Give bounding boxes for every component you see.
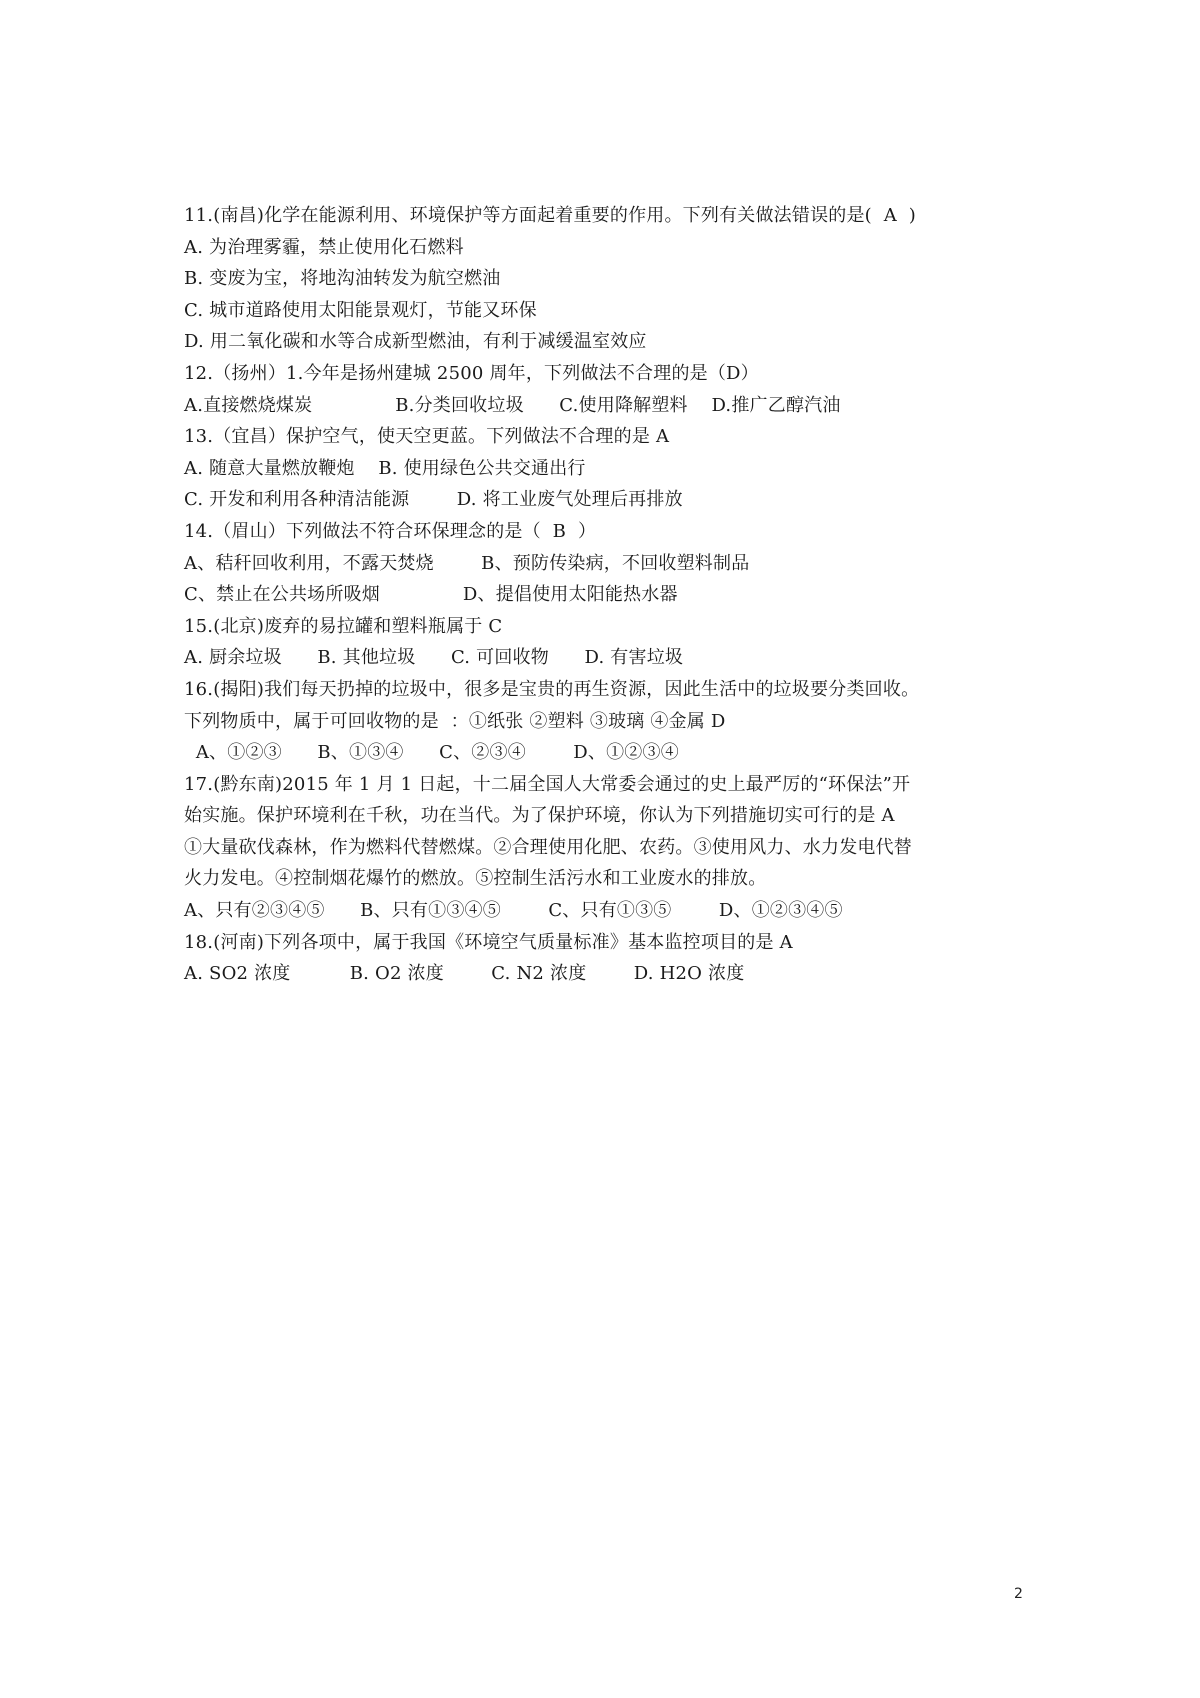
- question-16-options: A、①②③ B、①③④ C、②③④ D、①②③④: [184, 742, 679, 764]
- question-17-measures-line-2: 火力发电。④控制烟花爆竹的燃放。⑤控制生活污水和工业废水的排放。: [184, 868, 767, 890]
- question-15-options: A. 厨余垃圾 B. 其他垃圾 C. 可回收物 D. 有害垃圾: [184, 647, 684, 669]
- question-16-stem-line-1: 16.(揭阳)我们每天扔掉的垃圾中，很多是宝贵的再生资源，因此生活中的垃圾要分类回收。: [184, 678, 920, 700]
- question-12-options: A.直接燃烧煤炭 B.分类回收垃圾 C.使用降解塑料 D.推广乙醇汽油: [184, 394, 841, 416]
- question-14-stem: 14.（眉山）下列做法不符合环保理念的是（ B ）: [184, 520, 597, 542]
- question-14-options-ab: A、秸秆回收利用，不露天焚烧 B、预防传染病，不回收塑料制品: [184, 552, 750, 574]
- question-11-option-d: D. 用二氧化碳和水等合成新型燃油，有利于减缓温室效应: [184, 331, 647, 353]
- question-17-stem-line-1: 17.(黔东南)2015 年 1 月 1 日起，十二届全国人大常委会通过的史上最严厉的“环保法”开: [184, 773, 911, 795]
- question-11-option-b: B. 变废为宝，将地沟油转发为航空燃油: [184, 268, 501, 290]
- question-16-stem-line-2: 下列物质中，属于可回收物的是 ：①纸张 ②塑料 ③玻璃 ④金属 D: [184, 710, 726, 732]
- question-11-option-a: A. 为治理雾霾，禁止使用化石燃料: [184, 236, 464, 258]
- question-11-option-c: C. 城市道路使用太阳能景观灯，节能又环保: [184, 299, 537, 321]
- page-number: 2: [1014, 1586, 1023, 1602]
- question-13-options-ab: A. 随意大量燃放鞭炮 B. 使用绿色公共交通出行: [184, 457, 586, 479]
- question-15-stem: 15.(北京)废弃的易拉罐和塑料瓶属于 C: [184, 615, 503, 637]
- question-17-stem-line-2: 始实施。保护环境利在千秋，功在当代。为了保护环境，你认为下列措施切实可行的是 A: [184, 805, 895, 827]
- question-12-stem: 12.（扬州）1.今年是扬州建城 2500 周年，下列做法不合理的是（D）: [184, 362, 759, 384]
- question-17-options: A、只有②③④⑤ B、只有①③④⑤ C、只有①③⑤ D、①②③④⑤: [184, 900, 843, 922]
- question-17-measures-line-1: ①大量砍伐森林，作为燃料代替燃煤。②合理使用化肥、农药。③使用风力、水力发电代替: [184, 836, 912, 858]
- question-11-stem: 11.(南昌)化学在能源利用、环境保护等方面起着重要的作用。下列有关做法错误的是( A ): [184, 205, 916, 226]
- question-14-options-cd: C、禁止在公共场所吸烟 D、提倡使用太阳能热水器: [184, 584, 678, 606]
- question-13-stem: 13.（宜昌）保护空气，使天空更蓝。下列做法不合理的是 A: [184, 426, 670, 448]
- question-18-options: A. SO2 浓度 B. O2 浓度 C. N2 浓度 D. H2O 浓度: [184, 963, 745, 985]
- question-13-options-cd: C. 开发和利用各种清洁能源 D. 将工业废气处理后再排放: [184, 489, 683, 511]
- document-body: [184, 200, 1044, 990]
- question-18-stem: 18.(河南)下列各项中，属于我国《环境空气质量标准》基本监控项目的是 A: [184, 931, 793, 953]
